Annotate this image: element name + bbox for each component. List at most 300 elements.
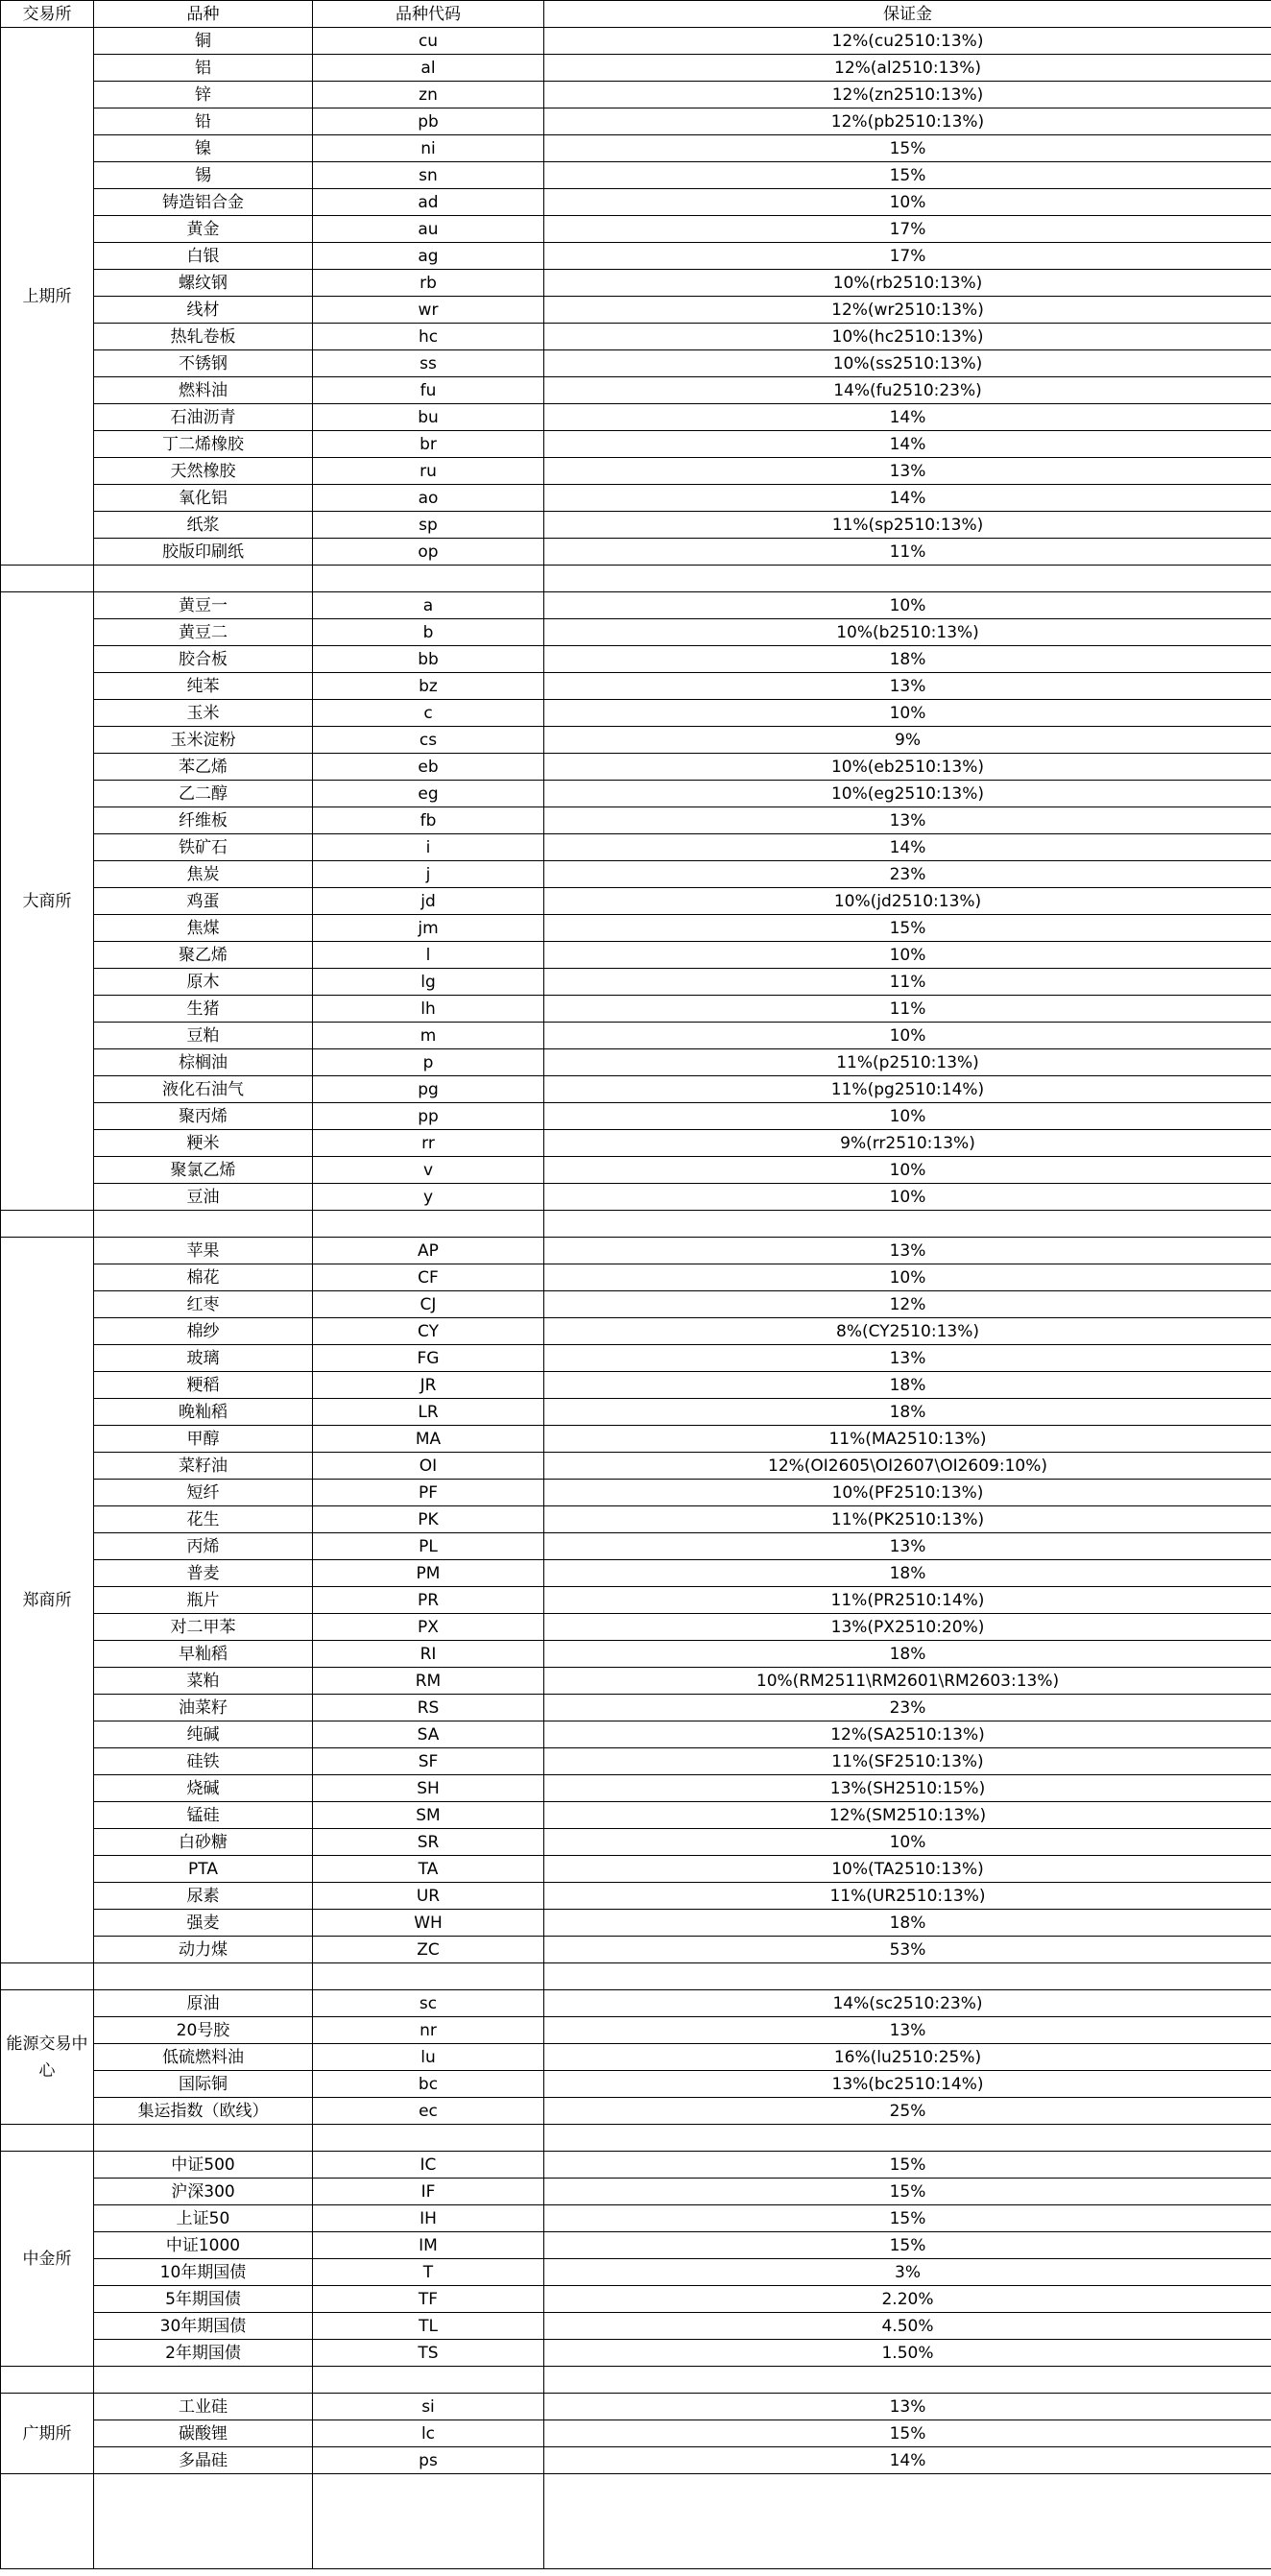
product-name: 丙烯 [94,1533,313,1560]
product-name: 黄豆二 [94,619,313,646]
margin-value: 3% [544,2259,1271,2286]
product-code: sp [313,512,544,539]
exchange-name: 大商所 [1,592,94,1211]
product-name: 黄金 [94,216,313,243]
empty-cell [1,2474,94,2569]
table-row [1,834,1271,861]
product-code: SA [313,1721,544,1748]
product-name: 短纤 [94,1480,313,1506]
table-row [1,377,1271,404]
product-name: 燃料油 [94,377,313,404]
product-name: 纸浆 [94,512,313,539]
product-code: PX [313,1614,544,1641]
product-code: l [313,942,544,969]
product-code: bu [313,404,544,431]
table-row [1,1695,1271,1721]
product-code: LR [313,1399,544,1426]
product-code: eg [313,781,544,807]
margin-value: 1.50% [544,2340,1271,2367]
table-row [1,807,1271,834]
margin-value: 10%(eg2510:13%) [544,781,1271,807]
product-name: 鸡蛋 [94,888,313,915]
product-name: 豆粕 [94,1023,313,1049]
product-name: 焦煤 [94,915,313,942]
empty-cell [94,2367,313,2394]
table-row [1,1076,1271,1103]
product-name: 玉米 [94,700,313,727]
empty-cell [544,2125,1271,2152]
product-name: 纯碱 [94,1721,313,1748]
table-row [1,1937,1271,1963]
table-row [1,1372,1271,1399]
product-code: ni [313,135,544,162]
margin-value: 11%(UR2510:13%) [544,1883,1271,1910]
margin-value: 18% [544,646,1271,673]
margin-value: 10%(jd2510:13%) [544,888,1271,915]
product-code: CJ [313,1291,544,1318]
empty-cell [313,566,544,592]
table-row [1,1426,1271,1453]
product-code: ad [313,189,544,216]
spacer-row [1,1963,1271,1990]
margin-value: 14%(sc2510:23%) [544,1990,1271,2017]
product-name: 20号胶 [94,2017,313,2044]
margin-value: 18% [544,1399,1271,1426]
empty-cell [1,1211,94,1238]
product-name: 5年期国债 [94,2286,313,2313]
header-row [1,1,1271,28]
margin-value: 10%(rb2510:13%) [544,270,1271,297]
product-code: T [313,2259,544,2286]
table-row [1,2179,1271,2205]
exchange-name: 能源交易中心 [1,1990,94,2125]
product-name: 动力煤 [94,1937,313,1963]
product-name: 铝 [94,55,313,82]
table-row [1,1614,1271,1641]
product-name: 镍 [94,135,313,162]
product-name: 锡 [94,162,313,189]
table-row [1,1748,1271,1775]
margin-value: 25% [544,2098,1271,2125]
margin-value: 18% [544,1641,1271,1668]
margin-value: 10% [544,592,1271,619]
margin-value: 10%(eb2510:13%) [544,754,1271,781]
table-row [1,1023,1271,1049]
product-code: UR [313,1883,544,1910]
margin-value: 14% [544,404,1271,431]
empty-cell [544,2474,1271,2569]
margin-value: 16%(lu2510:25%) [544,2044,1271,2071]
product-name: 原木 [94,969,313,996]
margin-value: 18% [544,1560,1271,1587]
table-row [1,754,1271,781]
product-name: 聚氯乙烯 [94,1157,313,1184]
table-row [1,404,1271,431]
product-code: fu [313,377,544,404]
product-code: TS [313,2340,544,2367]
exchange-name: 中金所 [1,2152,94,2367]
table-row [1,297,1271,324]
table-row [1,861,1271,888]
table-row [1,2071,1271,2098]
margin-value: 12%(pb2510:13%) [544,108,1271,135]
margin-value: 23% [544,1695,1271,1721]
product-code: ps [313,2447,544,2474]
product-name: 铅 [94,108,313,135]
table-row [1,2340,1271,2367]
table-row [1,350,1271,377]
exchange-name: 广期所 [1,2394,94,2474]
product-name: 白砂糖 [94,1829,313,1856]
product-code: sc [313,1990,544,2017]
table-row [1,646,1271,673]
product-name: 胶版印刷纸 [94,539,313,566]
margin-value: 10% [544,1023,1271,1049]
product-name: 菜粕 [94,1668,313,1695]
margin-value: 10% [544,189,1271,216]
product-name: 烧碱 [94,1775,313,1802]
margin-value: 10%(PF2510:13%) [544,1480,1271,1506]
table-row [1,996,1271,1023]
product-name: 生猪 [94,996,313,1023]
product-code: TF [313,2286,544,2313]
product-name: 铁矿石 [94,834,313,861]
product-name: 天然橡胶 [94,458,313,485]
margin-value: 12%(al2510:13%) [544,55,1271,82]
margin-value: 11% [544,996,1271,1023]
empty-cell [1,566,94,592]
product-name: 花生 [94,1506,313,1533]
product-name: 乙二醇 [94,781,313,807]
product-code: ZC [313,1937,544,1963]
product-name: 液化石油气 [94,1076,313,1103]
footer-row [1,2474,1271,2569]
product-code: lc [313,2420,544,2447]
product-code: WH [313,1910,544,1937]
product-code: bb [313,646,544,673]
product-code: eb [313,754,544,781]
table-row [1,700,1271,727]
table-row [1,2098,1271,2125]
product-code: FG [313,1345,544,1372]
margin-value: 17% [544,216,1271,243]
product-code: IF [313,2179,544,2205]
product-code: rb [313,270,544,297]
margin-value: 12%(wr2510:13%) [544,297,1271,324]
product-code: OI [313,1453,544,1480]
product-code: lg [313,969,544,996]
table-row [1,431,1271,458]
product-name: 碳酸锂 [94,2420,313,2447]
table-row [1,162,1271,189]
margin-value: 13% [544,1345,1271,1372]
margin-value: 15% [544,2152,1271,2179]
product-name: 集运指数（欧线） [94,2098,313,2125]
product-code: lu [313,2044,544,2071]
table-row [1,2017,1271,2044]
margin-value: 53% [544,1937,1271,1963]
product-name: 工业硅 [94,2394,313,2420]
product-name: 氧化铝 [94,485,313,512]
product-code: PF [313,1480,544,1506]
margin-value: 13%(SH2510:15%) [544,1775,1271,1802]
product-name: 铸造铝合金 [94,189,313,216]
table-row [1,2286,1271,2313]
table-row [1,1721,1271,1748]
table-row [1,324,1271,350]
margin-value: 23% [544,861,1271,888]
product-name: 苯乙烯 [94,754,313,781]
margin-value: 9%(rr2510:13%) [544,1130,1271,1157]
table-row [1,942,1271,969]
margin-value: 10% [544,1829,1271,1856]
product-code: RI [313,1641,544,1668]
product-code: m [313,1023,544,1049]
margin-value: 11%(pg2510:14%) [544,1076,1271,1103]
product-code: jm [313,915,544,942]
product-code: sn [313,162,544,189]
table-row [1,2313,1271,2340]
product-name: 胶合板 [94,646,313,673]
product-name: 10年期国债 [94,2259,313,2286]
product-name: 聚丙烯 [94,1103,313,1130]
product-name: 早籼稻 [94,1641,313,1668]
margin-value: 10%(ss2510:13%) [544,350,1271,377]
product-code: ao [313,485,544,512]
table-row [1,135,1271,162]
margin-value: 10% [544,1103,1271,1130]
product-code: lh [313,996,544,1023]
margin-value: 12%(SA2510:13%) [544,1721,1271,1748]
product-name: 锌 [94,82,313,108]
margin-value: 15% [544,2205,1271,2232]
margin-value: 11%(PK2510:13%) [544,1506,1271,1533]
margin-value: 18% [544,1910,1271,1937]
table-row [1,1264,1271,1291]
table-row [1,2259,1271,2286]
product-name: 2年期国债 [94,2340,313,2367]
product-name: 白银 [94,243,313,270]
table-row [1,270,1271,297]
margin-value: 13% [544,807,1271,834]
product-code: i [313,834,544,861]
margin-value: 14% [544,485,1271,512]
table-row [1,1883,1271,1910]
product-name: 油菜籽 [94,1695,313,1721]
margin-value: 10%(b2510:13%) [544,619,1271,646]
empty-cell [94,1963,313,1990]
margin-value: 4.50% [544,2313,1271,2340]
margin-value: 14% [544,834,1271,861]
product-name: 聚乙烯 [94,942,313,969]
product-name: 晚籼稻 [94,1399,313,1426]
table-row [1,2394,1271,2420]
product-code: TA [313,1856,544,1883]
product-name: 玻璃 [94,1345,313,1372]
empty-cell [544,1211,1271,1238]
table-row [1,2205,1271,2232]
table-row [1,1238,1271,1264]
product-name: 豆油 [94,1184,313,1211]
table-row [1,1668,1271,1695]
product-code: PL [313,1533,544,1560]
product-name: 石油沥青 [94,404,313,431]
product-name: 瓶片 [94,1587,313,1614]
margin-value: 14% [544,2447,1271,2474]
table-row [1,2447,1271,2474]
exchange-name: 郑商所 [1,1238,94,1963]
table-row [1,1802,1271,1829]
table-row [1,512,1271,539]
product-name: 玉米淀粉 [94,727,313,754]
product-code: TL [313,2313,544,2340]
product-name: 铜 [94,28,313,55]
margin-value: 11%(MA2510:13%) [544,1426,1271,1453]
empty-cell [94,1211,313,1238]
product-name: 中证1000 [94,2232,313,2259]
product-code: AP [313,1238,544,1264]
product-code: hc [313,324,544,350]
margin-value: 11% [544,539,1271,566]
product-code: PM [313,1560,544,1587]
empty-cell [1,1963,94,1990]
empty-cell [1,2367,94,2394]
product-name: 强麦 [94,1910,313,1937]
empty-cell [544,1963,1271,1990]
table-row [1,2044,1271,2071]
product-name: 丁二烯橡胶 [94,431,313,458]
margin-value: 10%(TA2510:13%) [544,1856,1271,1883]
product-name: 中证500 [94,2152,313,2179]
product-code: p [313,1049,544,1076]
product-code: CF [313,1264,544,1291]
margin-value: 13% [544,1533,1271,1560]
product-code: CY [313,1318,544,1345]
table-row [1,55,1271,82]
product-name: 纯苯 [94,673,313,700]
product-name: 螺纹钢 [94,270,313,297]
product-code: nr [313,2017,544,2044]
product-code: br [313,431,544,458]
table-row [1,673,1271,700]
product-name: 线材 [94,297,313,324]
product-code: c [313,700,544,727]
table-row [1,28,1271,55]
product-name: PTA [94,1856,313,1883]
table-row [1,2152,1271,2179]
margin-value: 10% [544,1264,1271,1291]
spacer-row [1,1211,1271,1238]
table-row [1,108,1271,135]
spacer-row [1,566,1271,592]
product-code: v [313,1157,544,1184]
margin-value: 17% [544,243,1271,270]
product-name: 纤维板 [94,807,313,834]
table-row [1,1533,1271,1560]
margin-value: 11%(p2510:13%) [544,1049,1271,1076]
product-code: PK [313,1506,544,1533]
product-code: cu [313,28,544,55]
table-row [1,189,1271,216]
table-row [1,1506,1271,1533]
table-row [1,915,1271,942]
product-name: 棕榈油 [94,1049,313,1076]
margin-value: 10% [544,1157,1271,1184]
table-row [1,1184,1271,1211]
product-code: IH [313,2205,544,2232]
table-row [1,592,1271,619]
margin-value: 11%(PR2510:14%) [544,1587,1271,1614]
product-name: 热轧卷板 [94,324,313,350]
empty-cell [313,2367,544,2394]
table-row [1,1130,1271,1157]
product-code: IM [313,2232,544,2259]
table-row [1,969,1271,996]
empty-cell [94,2125,313,2152]
product-code: ss [313,350,544,377]
margin-value: 12% [544,1291,1271,1318]
product-code: bc [313,2071,544,2098]
product-code: bz [313,673,544,700]
header-product: 品种 [94,1,313,28]
product-name: 上证50 [94,2205,313,2232]
product-name: 对二甲苯 [94,1614,313,1641]
empty-cell [94,2474,313,2569]
margin-value: 13% [544,673,1271,700]
table-row [1,1103,1271,1130]
margin-value: 13% [544,458,1271,485]
product-code: ec [313,2098,544,2125]
margin-value: 12%(cu2510:13%) [544,28,1271,55]
margin-table-body [1,1,1271,2569]
header-exchange: 交易所 [1,1,94,28]
margin-value: 13% [544,2394,1271,2420]
product-code: MA [313,1426,544,1453]
empty-cell [1,2125,94,2152]
margin-value: 15% [544,915,1271,942]
table-row [1,1560,1271,1587]
table-row [1,1291,1271,1318]
product-code: PR [313,1587,544,1614]
product-code: SF [313,1748,544,1775]
margin-value: 8%(CY2510:13%) [544,1318,1271,1345]
product-name: 黄豆一 [94,592,313,619]
margin-value: 15% [544,2232,1271,2259]
empty-cell [313,1963,544,1990]
product-code: fb [313,807,544,834]
table-row [1,216,1271,243]
product-name: 菜籽油 [94,1453,313,1480]
margin-value: 9% [544,727,1271,754]
table-row [1,1480,1271,1506]
empty-cell [313,2125,544,2152]
spacer-row [1,2367,1271,2394]
product-code: ru [313,458,544,485]
product-code: SH [313,1775,544,1802]
empty-cell [313,2474,544,2569]
table-row [1,82,1271,108]
spacer-row [1,2125,1271,2152]
table-row [1,1049,1271,1076]
product-code: jd [313,888,544,915]
product-code: si [313,2394,544,2420]
product-code: zn [313,82,544,108]
header-margin: 保证金 [544,1,1271,28]
product-code: pb [313,108,544,135]
table-row [1,2420,1271,2447]
product-code: RM [313,1668,544,1695]
product-code: SM [313,1802,544,1829]
